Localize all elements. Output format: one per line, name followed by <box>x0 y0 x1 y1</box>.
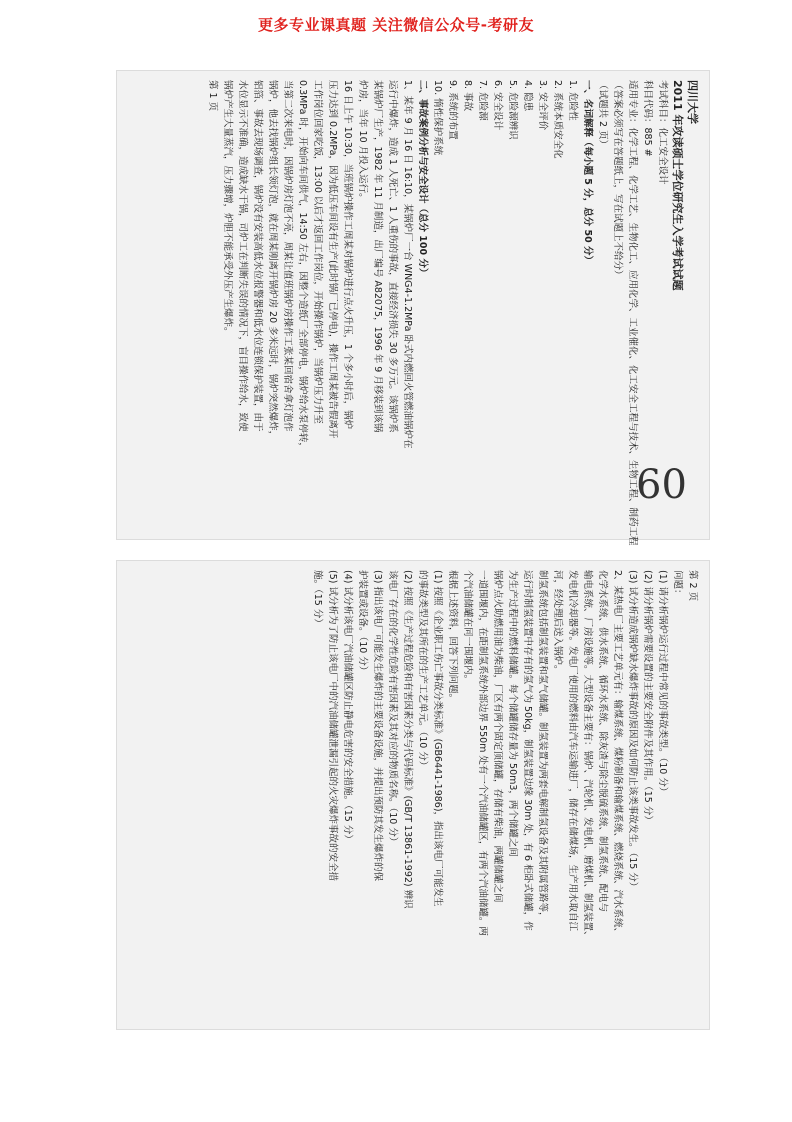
case-2-line: (5) 试分析为了防止该电厂中的汽油储罐泄漏引起的火灾爆炸事故的安全措 <box>327 570 338 881</box>
case-2-line: 发电机冷却器等。发电厂使用的燃料由汽车运输进厂，储存在储煤场，生产用水取自江 <box>567 570 578 932</box>
case-1-line: 锅炉产生大量蒸汽，压力骤增，炉胆不能承受外压产生爆炸。 <box>222 80 233 337</box>
subject-code: 科目代码：885 # <box>642 80 653 157</box>
handwritten-score: 60 <box>636 462 687 508</box>
term-item: 9. 系统的布置 <box>447 80 458 140</box>
case-2-line: (3) 指出该电厂可能发生爆炸的主要设备设施，并提出预防其发生爆炸的保 <box>372 570 383 881</box>
case-2-line: 河，经处理后送入锅炉。 <box>552 570 563 675</box>
page-number: 第 2 页 <box>687 570 698 602</box>
term-item: 6. 安全设计 <box>492 80 503 131</box>
case-1-line: 锅炉，他去找锅炉组长领灯泡，就在周某刚离开锅炉房 20 多米远时，锅炉突然爆炸， <box>267 80 278 441</box>
page-number: 第 1 页 <box>207 80 218 112</box>
case-1-line: 当第二次来电时，因锅炉房灯泡不亮，周某让值班锅炉房操作工张某回宿舍拿灯泡作 <box>282 80 293 432</box>
case-2-line: 运行时制氢装置中存有的氢气为 50kg，制氢装置边缘 30m 处，有 6 柜卧式储罐，作 <box>522 570 533 931</box>
case-2-line: 个汽油储罐在同一围堰内。 <box>462 570 473 685</box>
case-1-line: 炉房，当年 10 月投入运行。 <box>357 80 368 203</box>
sheet-count: （试题共 2 页） <box>597 80 608 150</box>
section-1-heading: 一、名词解释（每小题 5 分，总分 50 分） <box>582 80 593 266</box>
case-1-line: 1、某年 9 月 16 日 16:10，某锅炉厂一台 WNG4-1.2MPa 卧式内燃回火管燃油锅炉在 <box>402 80 413 449</box>
case-1-line: 运行中爆炸，造成 1 人死亡、1 人重伤的事故，直接经济损失 30 多万元。该锅炉系 <box>387 80 398 433</box>
case-2-line: 为生产过程中的燃料储罐。每个储罐储存量为 50m3，两个储罐之间 <box>507 570 518 857</box>
case-2-line: 锅炉点火助燃用油为柴油，厂区有两个固定顶储罐，存储有柴油，两罐储罐之间 <box>492 570 503 903</box>
case-1-line: 工作岗位回家吃饭，13:00 以后才返回工作岗位，开始操作锅炉，当锅炉压力升至 <box>312 80 323 424</box>
case-1-line: 水位显示不准确，造成缺水干锅，司炉工在判断失误的情况下，盲目操作给水，致使 <box>237 80 248 432</box>
question-line: (3) 试分析造成锅炉缺水爆炸事故的原因及如何防止该类事故发生。（15 分） <box>627 570 638 892</box>
term-item: 7. 危险源 <box>477 80 488 121</box>
term-item: 8. 事故 <box>462 80 473 112</box>
case-2-line: 化学水系统、供水系统、循环水系统、除灰渣与除尘脱硫系统、制氢系统、配电与 <box>597 570 608 913</box>
exam-subject: 考试科目：化工安全设计 <box>657 80 668 185</box>
page-1-text <box>205 80 700 546</box>
applicable-majors: 适用专业：化学工程、化学工艺、生物化工、应用化学、工业催化、化工安全工程与技术、生物工程、制药工程 <box>627 80 638 546</box>
case-2-line: 输电系统、厂房设施等。大型设备主要有：锅炉、汽轮机、发电机、磨煤机、制氢装置、 <box>582 570 593 941</box>
case-2-line: (4) 试分析该电厂汽油储罐区防止静电危害的安全措施。（15 分） <box>342 570 353 844</box>
case-2-line: 该电厂存在的化学性危险有害因素及其对应的物质名称。（10 分） <box>387 570 398 847</box>
question-line: (1) 请分析锅炉运行过程中常见的事故类型。（10 分） <box>657 570 668 797</box>
term-item: 1. 危险性 <box>567 80 578 121</box>
exam-title: 2011 年攻读硕士学位研究生入学考试试题 <box>671 80 684 291</box>
term-item: 2. 系统本质安全化 <box>552 80 563 159</box>
case-2-line: 施。（15 分） <box>312 570 323 628</box>
case-2-line: 根据上述资料，回答下列问题。 <box>447 570 458 704</box>
section-2-heading: 二、事故案例分析与安全设计（总分 100 分） <box>417 80 428 278</box>
case-2-line: (1) 按照《企业职工伤亡事故分类标准》(GB6441-1986)，指出该电厂可能发生 <box>432 570 443 907</box>
case-2-line: 的事故类型及其所在的生产工艺单元。（10 分） <box>417 570 428 771</box>
university-name: 四川大学 <box>686 80 699 124</box>
question-line: (2) 请分析锅炉需要设置的主要安全附件及其作用。（15 分） <box>642 570 653 825</box>
case-2-line: 护装置或设备。（10 分） <box>357 570 368 676</box>
questions-heading: 问题： <box>672 570 683 599</box>
case-2-line: (2) 按照《生产过程危险和有害因素分类与代码标准》(GB/T 13861-1992) 辨识 <box>402 570 413 909</box>
case-2-line: 一道围堰内，在距制氢系统外部边界 550m 处有一个汽油储罐区，有两个汽油储罐。两 <box>477 570 488 936</box>
case-1-line: 16 日上午 10:30，当班锅炉操作工周某对锅炉进行点火升压，1 个多小时后，锅炉 <box>342 80 353 430</box>
case-1-line: 压力达到 0.2MPa，因为低压车间设有生产(此时锅厂已停电)，操作工周某被告假离开 <box>327 80 338 439</box>
page-2-text <box>310 570 700 941</box>
case-1-line: 0.3MPa 时，开始向车间供气，14:50 左右，因整个造纸厂全部停电，锅炉给水泵停转， <box>297 80 308 452</box>
term-item: 5. 危险源辨识 <box>507 80 518 140</box>
term-item: 4. 隐患 <box>522 80 533 112</box>
case-2-line: 2、某热电厂主要工艺单元有：输煤系统、煤粉制备和输煤系统、燃烧系统、汽水系统、 <box>612 570 623 938</box>
case-1-line: 铝箔、事故去现场调查，锅炉没有安装高低水位报警器和低水位连锁保护装置，由于 <box>252 80 263 432</box>
promo-banner: 更多专业课真题 关注微信公众号-考研友 <box>258 16 534 34</box>
term-item: 3. 安全评价 <box>537 80 548 131</box>
term-item: 10. 惰性保护系统 <box>432 80 443 156</box>
case-2-line: 制氢系统包括制氢装置和氢气储罐。制氢装置为两套电解制氢设备及其附属管路等， <box>537 570 548 922</box>
answer-note: （答案必须写在答题纸上，写在试题上不给分） <box>612 80 623 280</box>
case-1-line: 某锅炉厂生产，1982 年 11 月制造，出厂编号 A82075，1996 年 9 月移装到该锅 <box>372 80 383 433</box>
